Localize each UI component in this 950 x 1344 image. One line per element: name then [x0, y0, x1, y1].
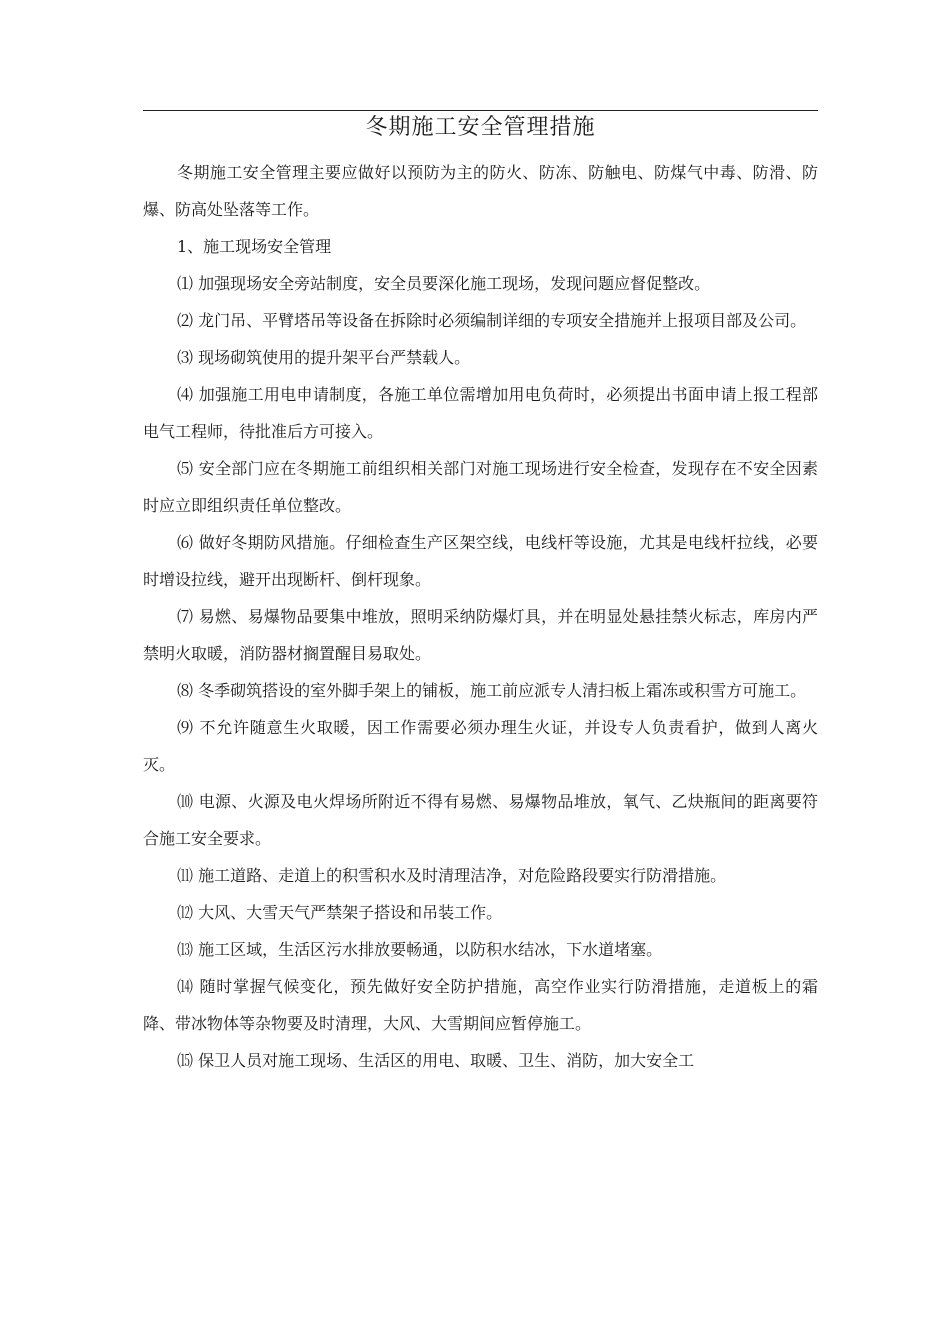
list-item: ⑸ 安全部门应在冬期施工前组织相关部门对施工现场进行安全检查，发现存在不安全因素时应立即组织责任单位整改。: [143, 459, 818, 515]
section-heading: 1、施工现场安全管理: [177, 237, 332, 256]
list-item: ⑾ 施工道路、走道上的积雪积水及时清理洁净，对危险路段要实行防滑措施。: [177, 866, 727, 885]
list-item: ⑷ 加强施工用电申请制度，各施工单位需增加用电负荷时，必须提出书面申请上报工程部电气工程师，待批准后方可接入。: [143, 385, 818, 441]
list-item: ⑼ 不允许随意生火取暖，因工作需要必须办理生火证，并设专人负责看护，做到人离火灭。: [143, 718, 818, 774]
list-item: ⑺ 易燃、易爆物品要集中堆放，照明采纳防爆灯具，并在明显处悬挂禁火标志，库房内严禁明火取暖，消防器材搁置醒目易取处。: [143, 607, 818, 663]
list-item: ⒁ 随时掌握气候变化，预先做好安全防护措施，高空作业实行防滑措施，走道板上的霜降、带冰物体等杂物要及时清理，大风、大雪期间应暂停施工。: [143, 977, 818, 1033]
list-item: ⒂ 保卫人员对施工现场、生活区的用电、取暖、卫生、消防，加大安全工: [177, 1051, 695, 1070]
list-item: ⑵ 龙门吊、平臂塔吊等设备在拆除时必须编制详细的专项安全措施并上报项目部及公司。: [177, 311, 807, 330]
list-item: ⑹ 做好冬期防风措施。仔细检查生产区架空线，电线杆等设施，尤其是电线杆拉线，必要时增设拉线，避开出现断杆、倒杆现象。: [143, 533, 818, 589]
list-item: ⒀ 施工区域，生活区污水排放要畅通，以防积水结冰，下水道堵塞。: [177, 940, 663, 959]
intro-paragraph: 冬期施工安全管理主要应做好以预防为主的防火、防冻、防触电、防煤气中毒、防滑、防爆、防高处坠落等工作。: [143, 163, 818, 219]
list-item: ⑿ 大风、大雪天气严禁架子搭设和吊装工作。: [177, 903, 503, 922]
list-item: ⑻ 冬季砌筑搭设的室外脚手架上的铺板，施工前应派专人清扫板上霜冻或积雪方可施工。: [177, 681, 807, 700]
list-item: ⑶ 现场砌筑使用的提升架平台严禁载人。: [177, 348, 471, 367]
document-body: [143, 154, 818, 1079]
list-item: ⑴ 加强现场安全旁站制度，安全员要深化施工现场，发现问题应督促整改。: [177, 274, 711, 293]
list-item: ⑽ 电源、火源及电火焊场所附近不得有易燃、易爆物品堆放，氧气、乙炔瓶间的距离要符合施工安全要求。: [143, 792, 818, 848]
header-rule: [143, 110, 818, 111]
document-title: 冬期施工安全管理措施: [365, 115, 596, 140]
